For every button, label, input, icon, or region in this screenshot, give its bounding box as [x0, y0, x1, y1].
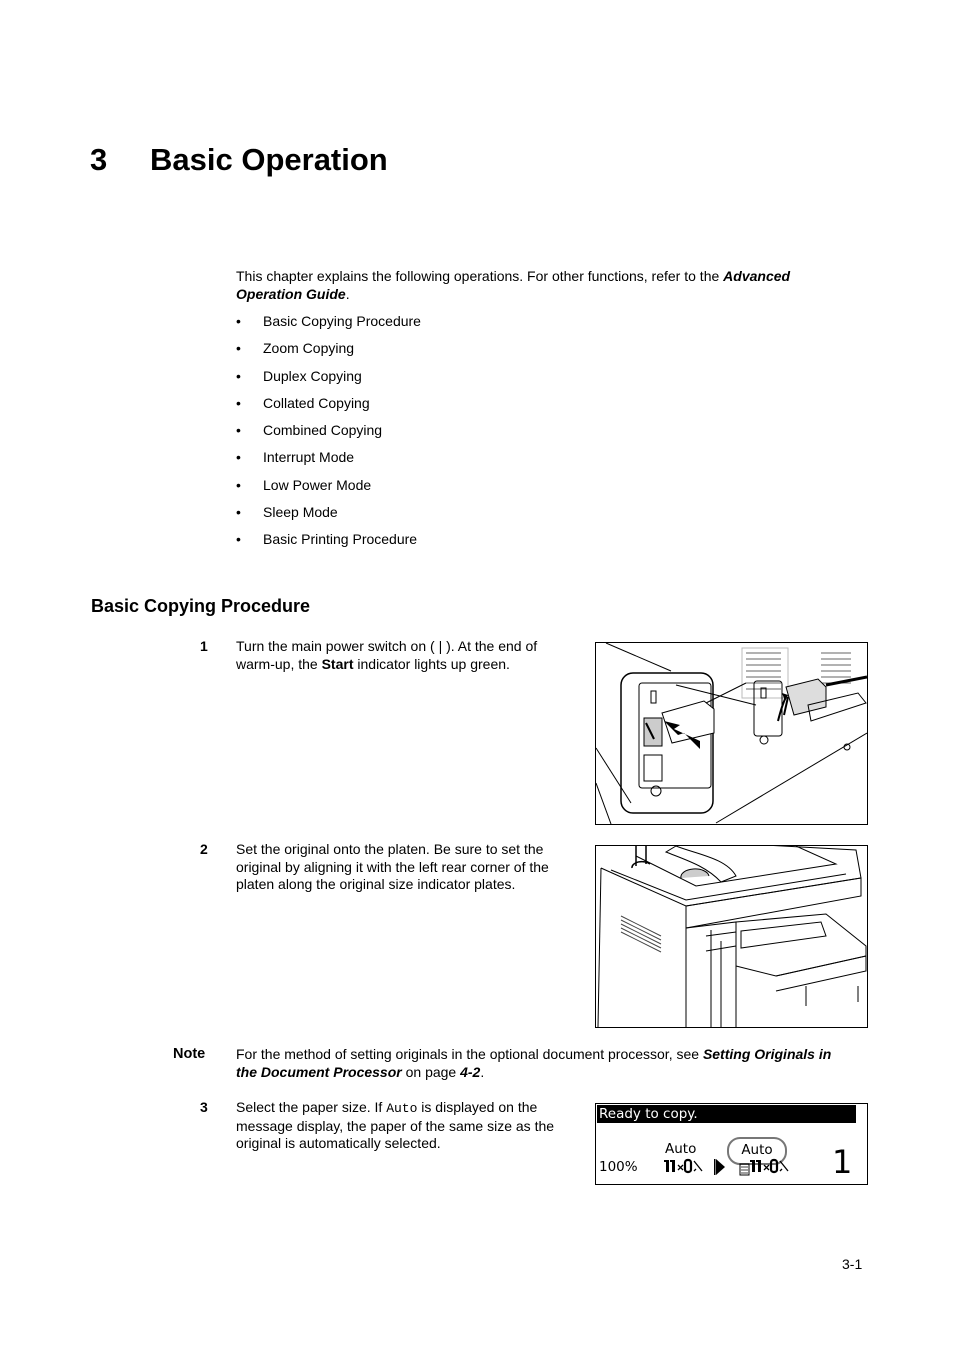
power-switch-illustration [595, 642, 868, 825]
auto-code: Auto [386, 1101, 418, 1116]
step-text-2: Set the original onto the platen. Be sure to set the original by aligning it with the left rear corner of the platen along the original size indicator plates. [236, 841, 549, 893]
operations-list [236, 313, 421, 559]
platen-illustration [595, 845, 868, 1028]
chapter-title: Basic Operation [150, 142, 388, 177]
step-text-3 [236, 1099, 571, 1153]
step-number-3: 3 [200, 1099, 208, 1115]
note-text [236, 1046, 856, 1081]
list-item: • Zoom Copying [236, 340, 421, 367]
list-item: • Duplex Copying [236, 368, 421, 395]
step-3-text-b: is displayed on the message display, the paper of the same size as the original is automatically selected. [236, 1099, 555, 1152]
note-text-a: For the method of setting originals in the optional document processor, see [236, 1046, 703, 1062]
message-display [595, 1103, 868, 1185]
step-3-text-a: Select the paper size. If [236, 1099, 387, 1115]
auto-magnification-label: Auto [665, 1141, 697, 1157]
list-item: • Sleep Mode [236, 504, 421, 531]
step-number-1: 1 [200, 638, 208, 654]
status-bar: Ready to copy. [597, 1105, 856, 1123]
list-item: • Collated Copying [236, 395, 421, 422]
intro-text: This chapter explains the following operations. For other functions, refer to the [236, 268, 724, 284]
list-item: • Combined Copying [236, 422, 421, 449]
guide-reference: Advanced Operation Guide [236, 268, 791, 302]
list-item: • Basic Printing Procedure [236, 531, 421, 558]
step-1-text-a: Turn the main power switch on ( | ). At the end of warm-up, the [236, 638, 538, 672]
auto-paper-selection: Auto [727, 1137, 787, 1165]
step-text-1 [236, 638, 556, 673]
note-text-b: on page [401, 1063, 461, 1080]
section-title: Basic Copying Procedure [91, 596, 311, 616]
copy-count: 1 [832, 1143, 853, 1181]
list-item: • Basic Copying Procedure [236, 313, 421, 340]
document-processor-reference: Setting Originals in the Document Processor [236, 1046, 832, 1080]
page-number: 3-1 [842, 1256, 863, 1272]
zoom-level: 100% [599, 1159, 638, 1175]
note-label: Note [173, 1046, 206, 1062]
intro-paragraph [236, 268, 836, 303]
intro-period: . [345, 285, 350, 302]
note-text-c: . [480, 1063, 485, 1080]
paper-size-icons [664, 1158, 814, 1176]
page-reference: 4-2 [460, 1063, 481, 1080]
step-number-2: 2 [200, 841, 208, 857]
start-indicator-label: Start [321, 655, 354, 672]
chapter-number: 3 [90, 142, 108, 177]
list-item: • Interrupt Mode [236, 449, 421, 476]
step-1-text-b: indicator lights up green. [353, 655, 510, 672]
list-item: • Low Power Mode [236, 477, 421, 504]
